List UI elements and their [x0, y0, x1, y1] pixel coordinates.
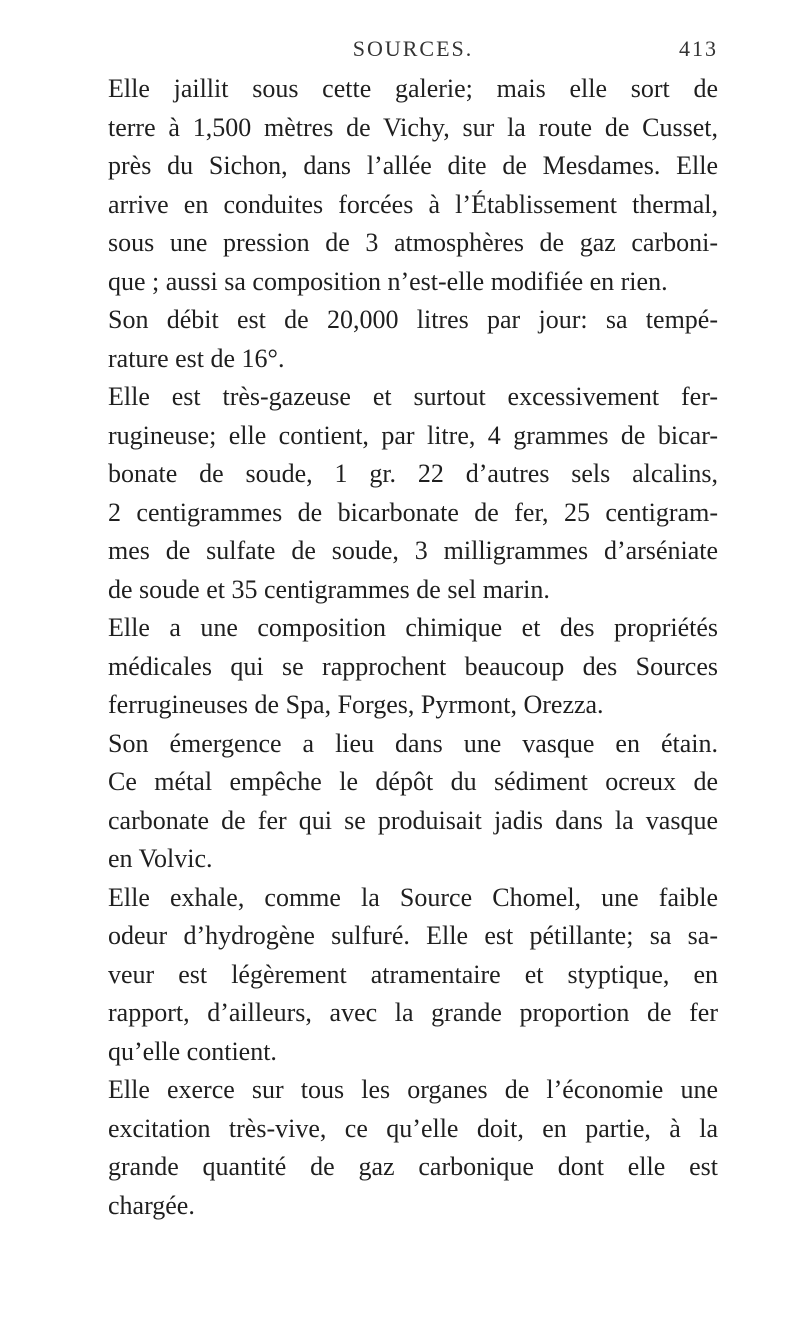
text-line: arrive en conduites forcées à l’Établissement thermal, — [108, 189, 718, 219]
text-line: rature est de 16°. — [108, 343, 285, 373]
paragraph-2 — [108, 301, 718, 378]
text-line: ferrugineuses de Spa, Forges, Pyrmont, Orezza. — [108, 690, 604, 719]
paragraph-1 — [108, 70, 718, 301]
text-line: rapport, d’ailleurs, avec la grande proportion de fer — [108, 998, 718, 1027]
text-line: chargée. — [108, 1190, 195, 1220]
text-line: carbonate de fer qui se produisait jadis dans la vasque — [108, 805, 718, 835]
text-line: Son émergence a lieu dans une vasque en étain. — [108, 728, 718, 758]
text-line: Son débit est de 20,000 litres par jour: sa tempé- — [108, 305, 718, 334]
body-text — [108, 70, 718, 1225]
text-line: de soude et 35 centigrammes de sel marin. — [108, 574, 550, 604]
text-line: en Volvic. — [108, 844, 213, 873]
text-line: près du Sichon, dans l’allée dite de Mesdames. Elle — [108, 151, 718, 180]
text-line: rugineuse; elle contient, par litre, 4 grammes de bicar- — [108, 420, 718, 450]
text-line: 2 centigrammes de bicarbonate de fer, 25 centigram- — [108, 497, 718, 527]
text-line: Elle a une composition chimique et des propriétés — [108, 613, 718, 642]
text-line: odeur d’hydrogène sulfuré. Elle est pétillante; sa sa- — [108, 921, 718, 950]
page-number: 413 — [679, 36, 718, 61]
paragraph-5 — [108, 725, 718, 879]
text-line: Ce métal empêche le dépôt du sédiment ocreux de — [108, 767, 718, 796]
running-head — [108, 36, 718, 68]
text-line: Elle est très-gazeuse et surtout excessivement fer- — [108, 382, 718, 411]
paragraph-7 — [108, 1071, 718, 1225]
text-line: Elle jaillit sous cette galerie; mais elle sort de — [108, 74, 718, 103]
paragraph-3 — [108, 378, 718, 609]
text-line: bonate de soude, 1 gr. 22 d’autres sels alcalins, — [108, 459, 718, 488]
text-line: grande quantité de gaz carbonique dont elle est — [108, 1152, 718, 1181]
text-line: mes de sulfate de soude, 3 milligrammes d’arséniate — [108, 536, 718, 565]
text-line: terre à 1,500 mètres de Vichy, sur la route de Cusset, — [108, 112, 718, 142]
text-line: que ; aussi sa composition n’est-elle modifiée en rien. — [108, 266, 668, 296]
text-line: excitation très-vive, ce qu’elle doit, en partie, à la — [108, 1113, 718, 1143]
running-title: SOURCES. — [352, 36, 474, 61]
text-line: médicales qui se rapprochent beaucoup des Sources — [108, 651, 718, 681]
text-line: veur est légèrement atramentaire et styptique, en — [108, 959, 718, 989]
text-line: qu’elle contient. — [108, 1036, 277, 1066]
paragraph-6 — [108, 879, 718, 1072]
text-line: Elle exerce sur tous les organes de l’économie une — [108, 1075, 718, 1104]
text-line: sous une pression de 3 atmosphères de gaz carboni- — [108, 228, 718, 257]
text-line: Elle exhale, comme la Source Chomel, une faible — [108, 882, 718, 912]
paragraph-4 — [108, 609, 718, 725]
